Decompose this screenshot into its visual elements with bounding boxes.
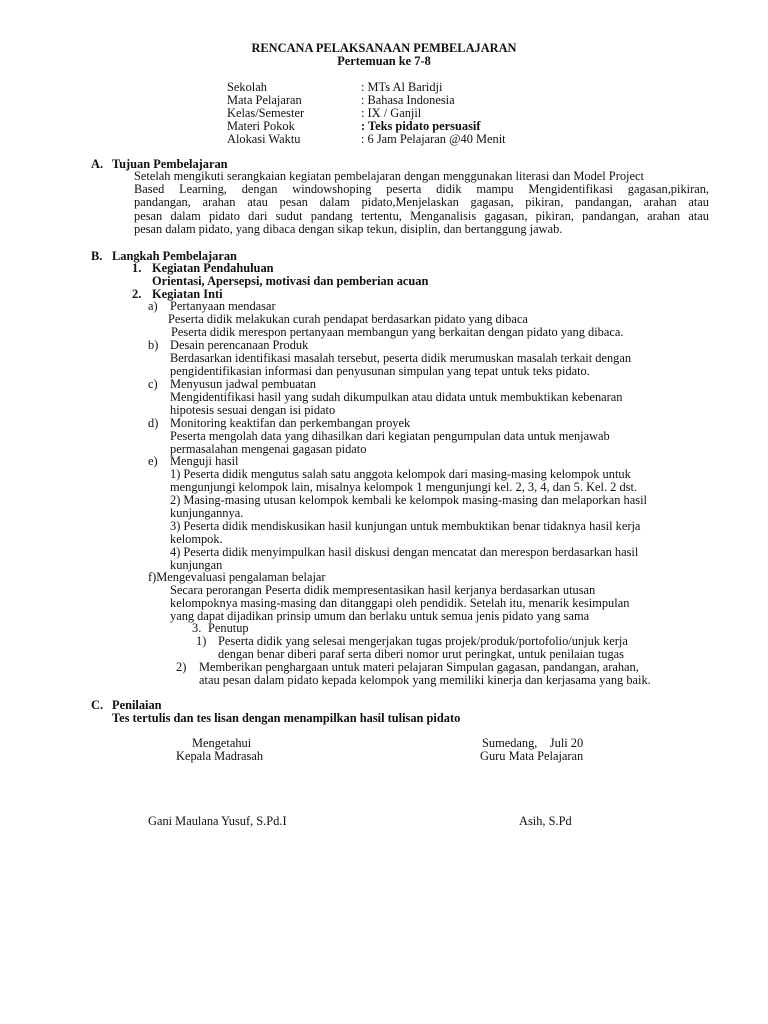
item-line: hipotesis sesuai dengan isi pidato [170, 403, 336, 417]
paragraph-line: pesan dalam pidato, yang dibaca dengan sikap tekun, disiplin, dan bertanggung jawab. [134, 221, 563, 236]
identity-value: : MTs Al Baridji [361, 80, 443, 94]
identity-value: : Bahasa Indonesia [361, 93, 455, 107]
step-number: 1. [132, 261, 142, 275]
paragraph-line: Based Learning, dengan windowshoping peserta didik mampu Mengidentifikasi gagasan,pikiran, [134, 182, 709, 197]
signature-right-place-date: Sumedang, Juli 20 [482, 736, 584, 750]
item-line: Berdasarkan identifikasi masalah tersebut, peserta didik merumuskan masalah terkait dengan [170, 351, 632, 365]
signature-right-name: Asih, S.Pd [519, 814, 572, 828]
item-line: Peserta mengolah data yang dihasilkan dari kegiatan pengumpulan data untuk menjawab [170, 429, 610, 443]
item-marker: d) [148, 416, 159, 430]
item-line: 3) Peserta didik mendiskusikan hasil kunjungan untuk membuktikan benar tidaknya hasil kerja [170, 519, 641, 533]
closing-line: Memberikan penghargaan untuk materi pelajaran Simpulan gagasan, pandangan, arahan, [199, 660, 639, 674]
item-line: Peserta didik melakukan curah pendapat berdasarkan pidato yang dibaca [168, 312, 528, 326]
paragraph-line: Setelah mengikuti serangkaian kegiatan pembelajaran dengan menggunakan literasi dan Model Project [134, 169, 644, 183]
section-paragraph [134, 170, 709, 236]
step-title: Kegiatan Inti [152, 287, 223, 301]
closing-marker: 1) [196, 634, 207, 648]
identity-value: : 6 Jam Pelajaran @40 Menit [361, 132, 506, 146]
step-number: 2. [132, 287, 142, 301]
item-line: pengidentifikasian informasi dan penyusunan simpulan yang tepat untuk teks pidato. [170, 364, 590, 378]
identity-label: Sekolah [227, 80, 267, 94]
item-title: f)Mengevaluasi pengalaman belajar [148, 570, 326, 584]
step-title: Kegiatan Pendahuluan [152, 261, 274, 275]
closing-marker: 2) [176, 660, 187, 674]
item-title: Menyusun jadwal pembuatan [170, 377, 316, 391]
item-line: kunjungan [170, 558, 223, 572]
item-title: Pertanyaan mendasar [170, 299, 276, 313]
item-line: 1) Peserta didik mengutus salah satu anggota kelompok dari masing-masing kelompok untuk [170, 467, 631, 481]
step-title: Penutup [208, 621, 249, 635]
identity-label: Materi Pokok [227, 119, 295, 133]
assessment-text: Tes tertulis dan tes lisan dengan menampilkan hasil tulisan pidato [112, 711, 461, 725]
identity-label: Mata Pelajaran [227, 93, 302, 107]
section-heading: Langkah Pembelajaran [112, 249, 237, 263]
item-line: Peserta didik merespon pertanyaan membangun yang berkaitan dengan pidato yang dibaca. [171, 325, 624, 339]
item-line: kunjungannya. [170, 506, 244, 520]
item-line: kelompoknya masing-masing dan ditanggapi oleh pendidik. Setelah itu, menarik kesimpulan [170, 596, 630, 610]
item-line: 4) Peserta didik menyimpulkan hasil diskusi dengan mencatat dan merespon berdasarkan hasil [170, 545, 639, 559]
document-subtitle: Pertemuan ke 7-8 [337, 54, 431, 68]
step-subtitle: Orientasi, Apersepsi, motivasi dan pemberian acuan [152, 274, 429, 288]
identity-label: Kelas/Semester [227, 106, 305, 120]
item-marker: e) [148, 454, 158, 468]
section-marker: A. [91, 157, 104, 171]
section-marker: B. [91, 249, 103, 263]
section-heading: Penilaian [112, 698, 162, 712]
signature-left-name: Gani Maulana Yusuf, S.Pd.I [148, 814, 287, 828]
identity-label: Alokasi Waktu [227, 132, 301, 146]
closing-line: Peserta didik yang selesai mengerjakan tugas projek/produk/portofolio/unjuk kerja [218, 634, 628, 648]
item-line: kelompok. [170, 532, 223, 546]
section-heading: Tujuan Pembelajaran [112, 157, 228, 171]
signature-left-caption: Mengetahui [192, 736, 252, 750]
step-number: 3. [192, 621, 202, 635]
paragraph-line: pandangan, arahan atau pesan dalam pidato,Menjelaskan gagasan, pikiran, pandangan, arahan atau [134, 195, 709, 210]
item-line: yang dapat dijadikan prinsip umum dan berlaku untuk semua jenis pidato yang sama [170, 609, 590, 623]
item-marker: b) [148, 338, 159, 352]
item-title: Monitoring keaktifan dan perkembangan proyek [170, 416, 411, 430]
item-line: permasalahan mengenai gagasan pidato [170, 442, 367, 456]
paragraph-line: pesan dalam pidato dari sudut pandang tertentu, Menganalisis gagasan, pikiran, pandangan, arahan atau [134, 208, 709, 223]
item-marker: c) [148, 377, 158, 391]
document-title: RENCANA PELAKSANAAN PEMBELAJARAN [251, 41, 517, 55]
item-title: Menguji hasil [170, 454, 239, 468]
closing-line: atau pesan dalam pidato kepada kelompok yang memiliki kinerja dan kerjasama yang baik. [199, 673, 651, 687]
closing-line: dengan benar diberi paraf serta diberi nomor urut peringkat, untuk penilaian tugas [218, 647, 624, 661]
signature-left-role: Kepala Madrasah [176, 749, 264, 763]
item-line: Mengidentifikasi hasil yang sudah dikumpulkan atau didata untuk membuktikan kebenaran [170, 390, 623, 404]
item-line: Secara perorangan Peserta didik mempresentasikan hasil kerjanya berdasarkan utusan [170, 583, 596, 597]
identity-value: : Teks pidato persuasif [361, 119, 481, 133]
item-line: mengunjungi kelompok lain, misalnya kelompok 1 mengunjungi kel. 2, 3, 4, dan 5. Kel. 2 dst. [170, 480, 638, 494]
signature-right-role: Guru Mata Pelajaran [480, 749, 584, 763]
item-title: Desain perencanaan Produk [170, 338, 309, 352]
item-marker: a) [148, 299, 158, 313]
item-line: 2) Masing-masing utusan kelompok kembali ke kelompok masing-masing dan melaporkan hasil [170, 493, 647, 507]
identity-value: : IX / Ganjil [361, 106, 422, 120]
section-marker: C. [91, 698, 104, 712]
